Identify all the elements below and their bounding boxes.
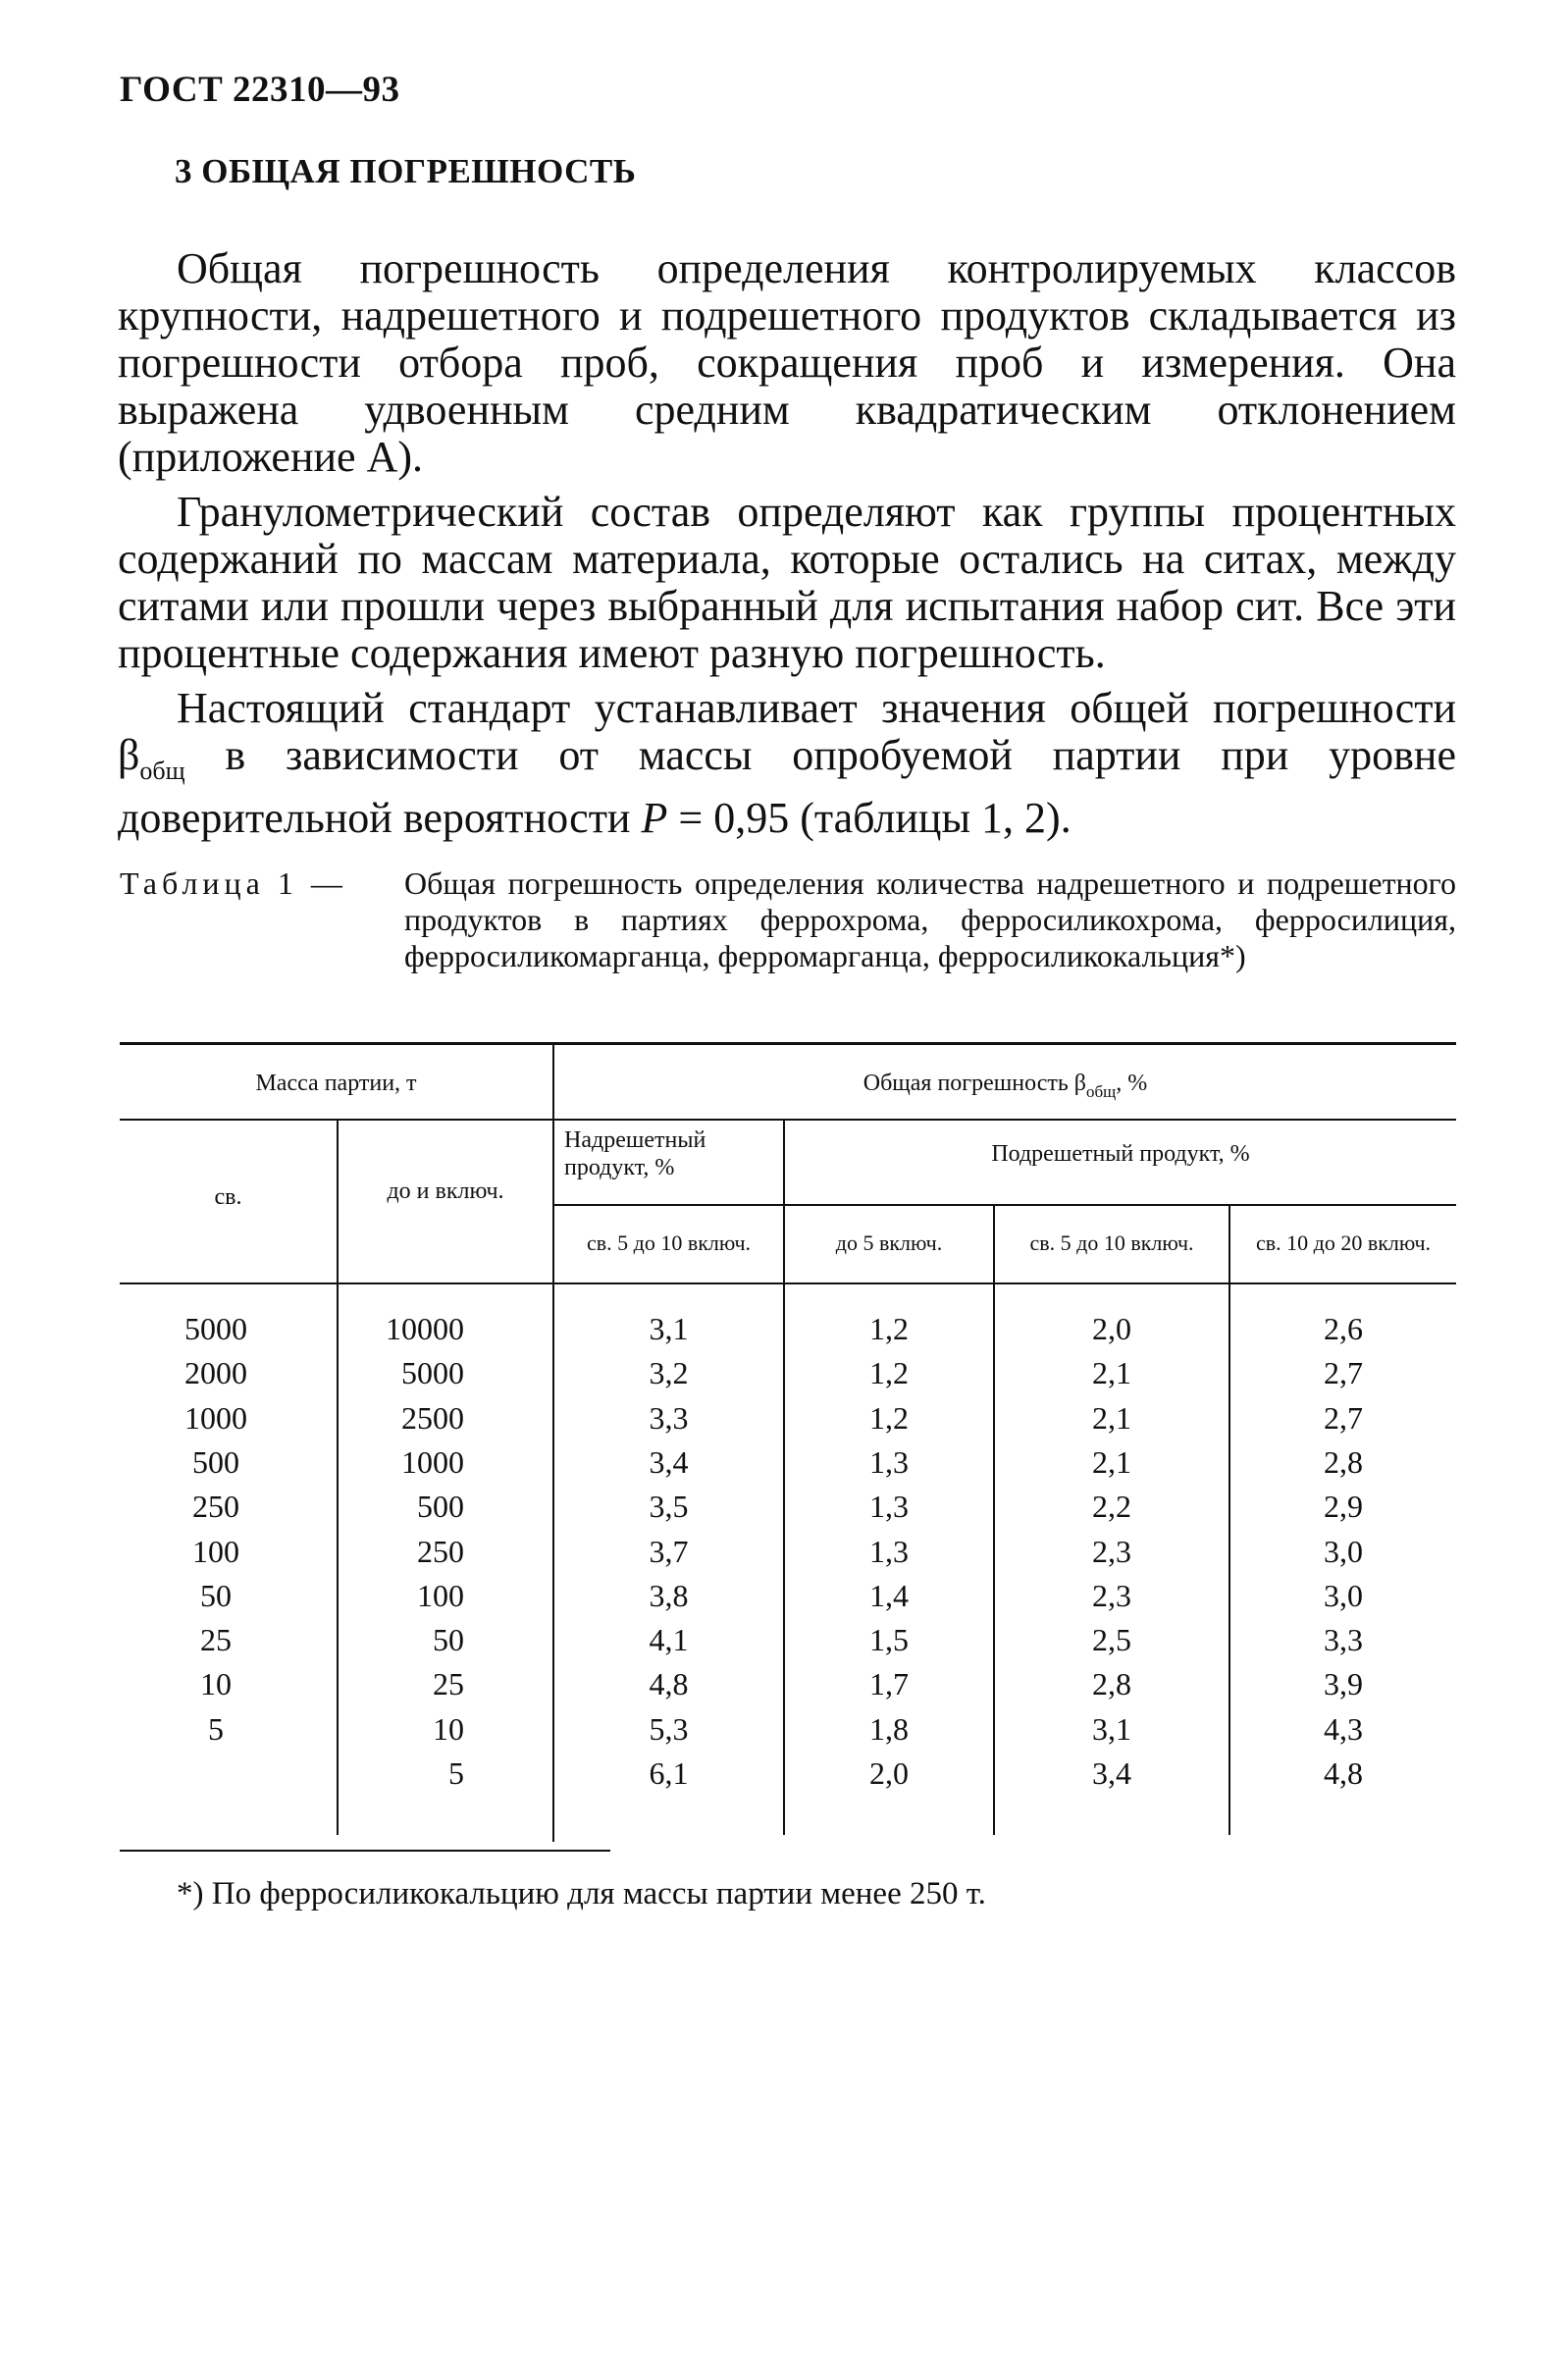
cell-over: 6,1: [649, 1755, 689, 1791]
paragraph-general-error: Общая погрешность определения контролируемых классов крупности, надрешетного и подрешетного продуктов складывается из погрешности отбора проб, сокращения проб и измерения. Она выражена удвоенным средним квадратическим отклонением (приложение А).: [118, 244, 1456, 481]
cell-under-2: 2,5: [1092, 1622, 1131, 1657]
cell-mass-from: 2000: [184, 1355, 247, 1390]
paragraph-granulometric: Гранулометрический состав определяют как группы процентных содержаний по массам материала, которые остались на ситах, между ситами или прошли через выбранный для испытания набор сит. Все эти процентные содержания имеют разную погрешность.: [118, 488, 1456, 677]
cell-over: 4,8: [649, 1666, 689, 1701]
cell-mass-to: 5: [448, 1755, 464, 1791]
cell-over: 5,3: [649, 1711, 689, 1747]
cell-mass-from: 250: [192, 1489, 239, 1524]
header-under: Подрешетный продукт, %: [991, 1141, 1250, 1167]
p3-text-b: в зависимости от массы опробуемой партии при уровне доверительной вероятности: [118, 731, 1456, 842]
cell-under-2: 2,1: [1092, 1444, 1131, 1480]
cell-under-2: 2,3: [1092, 1578, 1131, 1613]
subheader-under-2: св. 5 до 10 включ.: [1029, 1230, 1194, 1255]
cell-mass-to: 25: [433, 1666, 464, 1701]
cell-under-1: 2,0: [869, 1755, 909, 1791]
p3-text-c: = 0,95 (таблицы 1, 2).: [667, 794, 1071, 842]
cell-under-2: 3,1: [1092, 1711, 1131, 1747]
cell-under-3: 2,8: [1324, 1444, 1363, 1480]
cell-over: 3,7: [649, 1534, 689, 1569]
cell-under-1: 1,7: [869, 1666, 909, 1701]
cell-mass-to: 10000: [386, 1311, 464, 1346]
header-error: Общая погрешность $\beta_{общ}$, %: [862, 1071, 1148, 1101]
cell-over: 3,3: [649, 1400, 689, 1436]
cell-under-2: 2,1: [1092, 1400, 1131, 1436]
cell-under-1: 1,4: [869, 1578, 909, 1613]
cell-mass-to: 5000: [401, 1355, 464, 1390]
cell-mass-from: 25: [200, 1622, 232, 1657]
cell-mass-from: 5: [208, 1711, 224, 1747]
subheader-over: св. 5 до 10 включ.: [586, 1230, 752, 1255]
cell-under-3: 2,9: [1324, 1489, 1363, 1524]
cell-under-3: 3,0: [1324, 1578, 1363, 1613]
table-caption-text: Общая погрешность определения количества надрешетного и подрешетного продуктов в партиях феррохрома, ферросиликохрома, ферросилиция, ферросиликомарганца, ферромарганца, ферросиликокальция*): [404, 865, 1456, 973]
cell-under-2: 2,2: [1092, 1489, 1131, 1524]
p3-variable: P: [641, 794, 668, 842]
cell-mass-from: 10: [200, 1666, 232, 1701]
cell-under-1: 1,2: [869, 1355, 909, 1390]
cell-under-2: 2,0: [1092, 1311, 1131, 1346]
header-to: до и включ.: [387, 1178, 504, 1204]
cell-over: 3,8: [649, 1578, 689, 1613]
cell-under-1: 1,8: [869, 1711, 909, 1747]
cell-under-1: 1,5: [869, 1622, 909, 1657]
p3-subscript: общ: [139, 757, 185, 785]
subheader-under-3: св. 10 до 20 включ.: [1255, 1230, 1432, 1255]
cell-over: 3,5: [649, 1489, 689, 1524]
footnote: *) По ферросиликокальцию для массы партии менее 250 т.: [177, 1876, 986, 1911]
cell-under-1: 1,3: [869, 1444, 909, 1480]
cell-mass-to: 2500: [401, 1400, 464, 1436]
cell-under-2: 3,4: [1092, 1755, 1131, 1791]
cell-under-1: 1,2: [869, 1311, 909, 1346]
cell-over: 3,2: [649, 1355, 689, 1390]
cell-under-1: 1,2: [869, 1400, 909, 1436]
cell-mass-to: 500: [417, 1489, 464, 1524]
cell-mass-to: 1000: [401, 1444, 464, 1480]
p3-text-a: Настоящий стандарт устанавливает значения общей погрешности β: [118, 684, 1456, 779]
cell-mass-to: 250: [417, 1534, 464, 1569]
header-mass: Масса партии, т: [255, 1071, 417, 1096]
cell-under-3: 3,3: [1324, 1622, 1363, 1657]
cell-under-1: 1,3: [869, 1534, 909, 1569]
cell-mass-to: 10: [433, 1711, 464, 1747]
cell-under-1: 1,3: [869, 1489, 909, 1524]
cell-under-3: 2,6: [1324, 1311, 1363, 1346]
cell-under-3: 2,7: [1324, 1355, 1363, 1390]
cell-mass-to: 50: [433, 1622, 464, 1657]
cell-mass-from: 1000: [184, 1400, 247, 1436]
cell-under-2: 2,8: [1092, 1666, 1131, 1701]
paragraph-standard-values: [118, 685, 1456, 842]
cell-mass-to: 100: [417, 1578, 464, 1613]
cell-under-3: 3,9: [1324, 1666, 1363, 1701]
cell-under-3: 2,7: [1324, 1400, 1363, 1436]
section-title: 3 ОБЩАЯ ПОГРЕШНОСТЬ: [175, 152, 637, 190]
cell-under-3: 3,0: [1324, 1534, 1363, 1569]
cell-under-2: 2,1: [1092, 1355, 1131, 1390]
cell-mass-from: 50: [200, 1578, 232, 1613]
cell-over: 4,1: [649, 1622, 689, 1657]
document-code: ГОСТ 22310—93: [120, 70, 400, 110]
cell-under-3: 4,8: [1324, 1755, 1363, 1791]
cell-mass-from: 100: [192, 1534, 239, 1569]
cell-under-2: 2,3: [1092, 1534, 1131, 1569]
subheader-under-1: до 5 включ.: [835, 1230, 943, 1255]
cell-under-3: 4,3: [1324, 1711, 1363, 1747]
cell-over: 3,1: [649, 1311, 689, 1346]
cell-over: 3,4: [649, 1444, 689, 1480]
cell-mass-from: 500: [192, 1444, 239, 1480]
header-over: Надрешетный продукт, %: [564, 1127, 706, 1180]
cell-mass-from: 5000: [184, 1311, 247, 1346]
header-from: св.: [214, 1184, 242, 1210]
table-caption-label: Таблица 1 —: [120, 865, 347, 901]
